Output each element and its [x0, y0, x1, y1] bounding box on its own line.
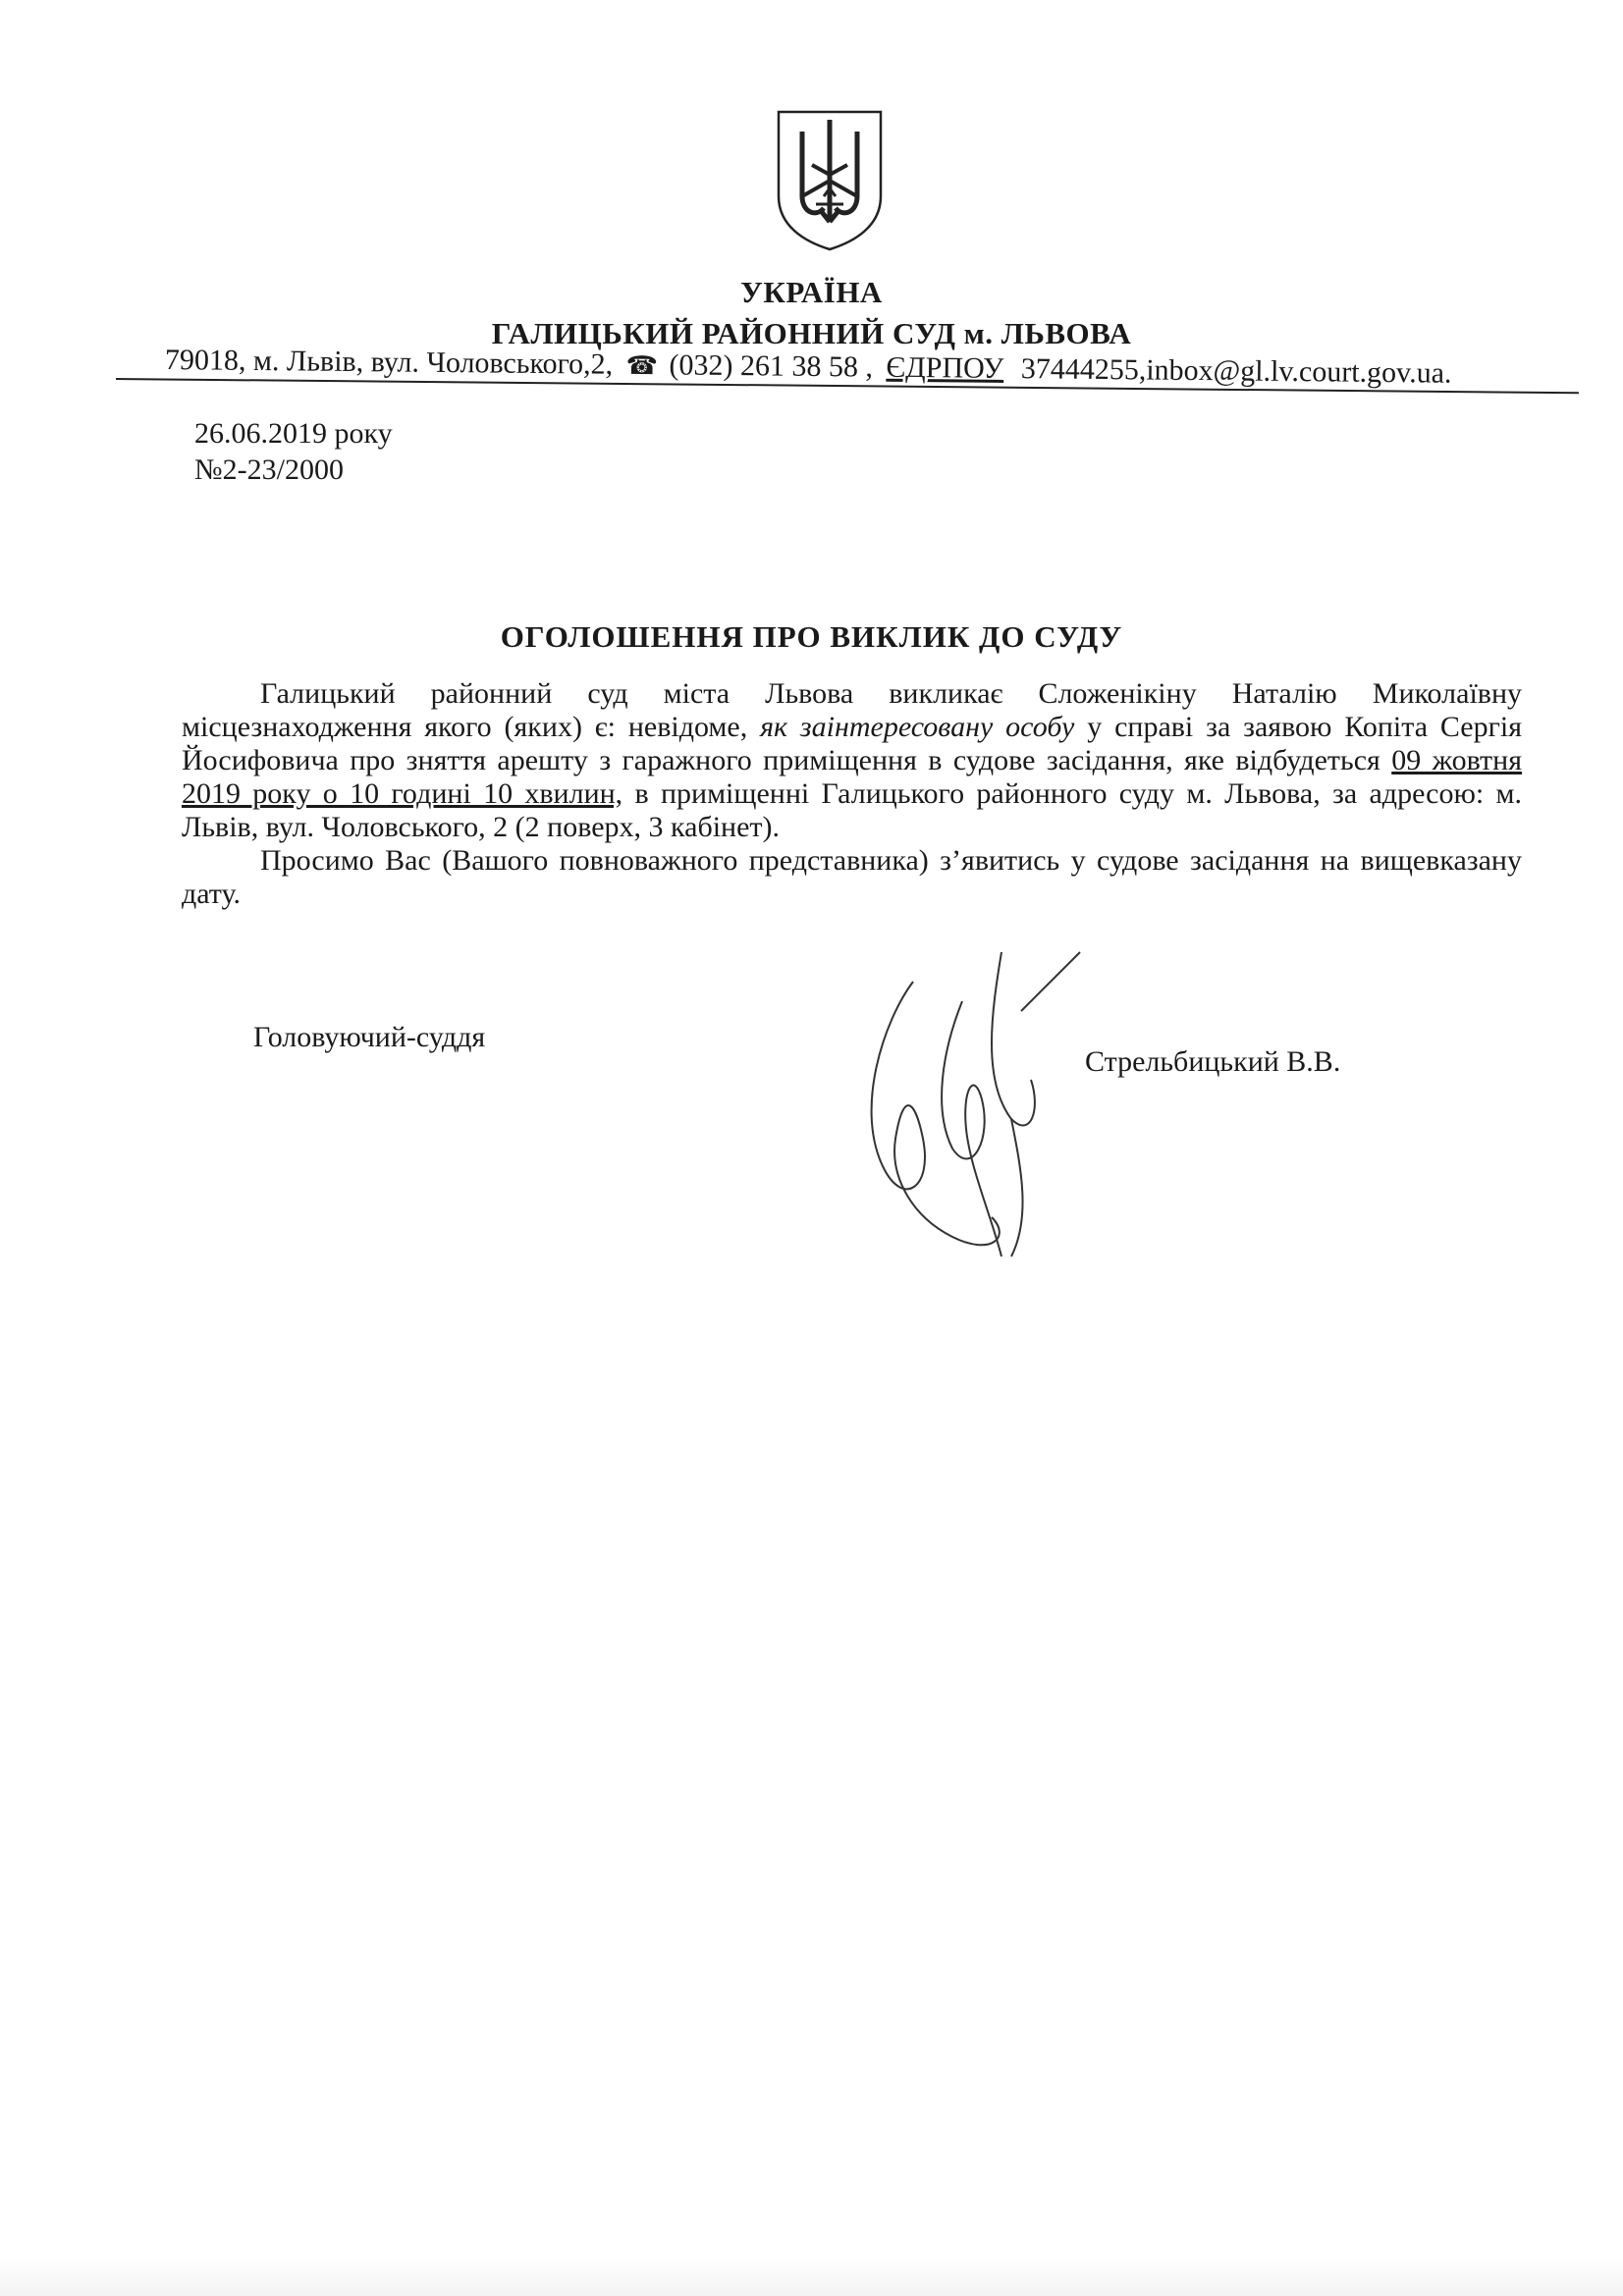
notice-body: [182, 677, 1522, 911]
coat-of-arms-emblem: [773, 106, 887, 253]
court-phone: (032) 261 38 58 ,: [669, 348, 874, 384]
notice-paragraph-2: Просимо Вас (Вашого повноважного представника) з’явитись у судове засідання на вищевказану дату.: [182, 844, 1522, 910]
handwritten-signature: [844, 942, 1100, 1276]
edrpou-label: ЄДРПОУ: [886, 350, 1004, 385]
case-number: №2-23/2000: [194, 454, 344, 486]
court-address: 79018, м. Львів, вул. Чоловського,2,: [164, 344, 614, 381]
hearing-datetime: 09 жовтня 2019 року о 10 годині 10 хвилин,: [182, 744, 1522, 810]
header-court-name: ГАЛИЦЬКИЙ РАЙОННИЙ СУД м. ЛЬВОВА: [491, 316, 1132, 350]
document-date: 26.06.2019 року: [194, 417, 393, 450]
edrpou-and-email: 37444255,inbox@gl.lv.court.gov.ua.: [1020, 352, 1452, 390]
notice-paragraph-1: Галицький районний суд міста Львова викликає Сложенікіну Наталію Миколаївну місцезнаходження якого (яких) є: невідоме, як заінтересовану особу у справі за заявою Копіта Сергія Йосифовича про зняття арешту з гаражного приміщення в судове засідання, яке відбудеться 09 жовтня 2019 року о 10 годині 10 хвилин, в приміщенні Галицького районного суду м. Львова, за адресою: м. Львів, вул. Чоловського, 2 (2 поверх, 3 кабінет).: [182, 677, 1523, 843]
interested-party-phrase: як заінтересовану особу: [760, 711, 1075, 743]
scan-edge-shading: [0, 2258, 1623, 2296]
header-country: УКРАЇНА: [740, 275, 883, 309]
document-title: ОГОЛОШЕННЯ ПРО ВИКЛИК ДО СУДУ: [500, 619, 1123, 654]
judge-name: Стрельбицький В.В.: [1085, 1045, 1341, 1078]
presiding-judge-label: Головуючий-суддя: [253, 1021, 486, 1053]
telephone-icon: ☎: [625, 350, 659, 381]
